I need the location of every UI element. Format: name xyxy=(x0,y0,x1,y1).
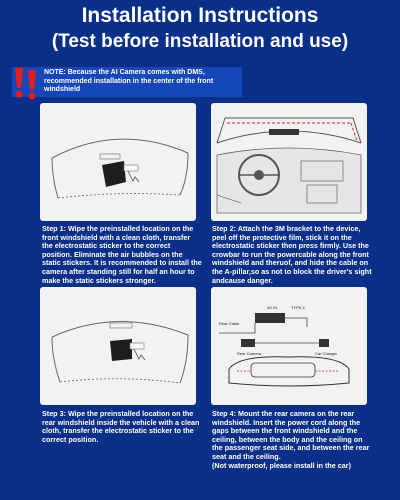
note-text: NOTE: Because the AI Camera comes with DMS, recommended installation in the center of the front windshield xyxy=(44,69,214,93)
av-in-label: AV IN xyxy=(267,305,278,310)
step2-text: Step 2: Attach the 3M bracket to the device, peel off the protective film, stick it on the electrostatic sticker then press firmly. Use the crowbar to run the powercable along the front windshield and theruof, and hide the cable on the A-pillar,so as not to block the driver's sight andcause danger. xyxy=(212,224,372,285)
page-title: Installation Instructions xyxy=(81,4,319,27)
exclamation-icon xyxy=(12,66,42,100)
step3-text: Step 3: Wipe the preinstalled location on the rear windshield inside the vehicle with a clean cloth, transfer the electrostatic sticker to the correct position. xyxy=(42,409,200,444)
rear-cable-label: Rear Cable xyxy=(219,321,240,326)
page-subtitle: (Test before installation and use) xyxy=(51,31,349,52)
step4-text: Step 4: Mount the rear camera on the rear windshield. Insert the power cord along the gaps between the front windshield and the ceiling, between the body and the ceiling on the passenger seat side, and between the rear seat and the ceiling. (Not waterproof, please install in the car) xyxy=(212,409,370,470)
step1-text: Step 1: Wipe the preinstalled location on the front windshield with a clean cloth, transfer the electrostatic sticker to the correct position. Eliminate the air bubbles on the static stickers. It is recommended to install the camera after standing still for half an hour to make the static stickers stronger. xyxy=(42,224,202,285)
step3-illustration xyxy=(40,287,196,405)
step4-illustration xyxy=(211,287,367,405)
rear-camera-label: Rear Camera xyxy=(237,351,262,356)
step2-illustration xyxy=(211,103,367,221)
step1-illustration xyxy=(40,103,196,221)
type-c-label: TYPE-C xyxy=(291,305,306,310)
car-charger-label: Car Charger xyxy=(315,351,338,356)
